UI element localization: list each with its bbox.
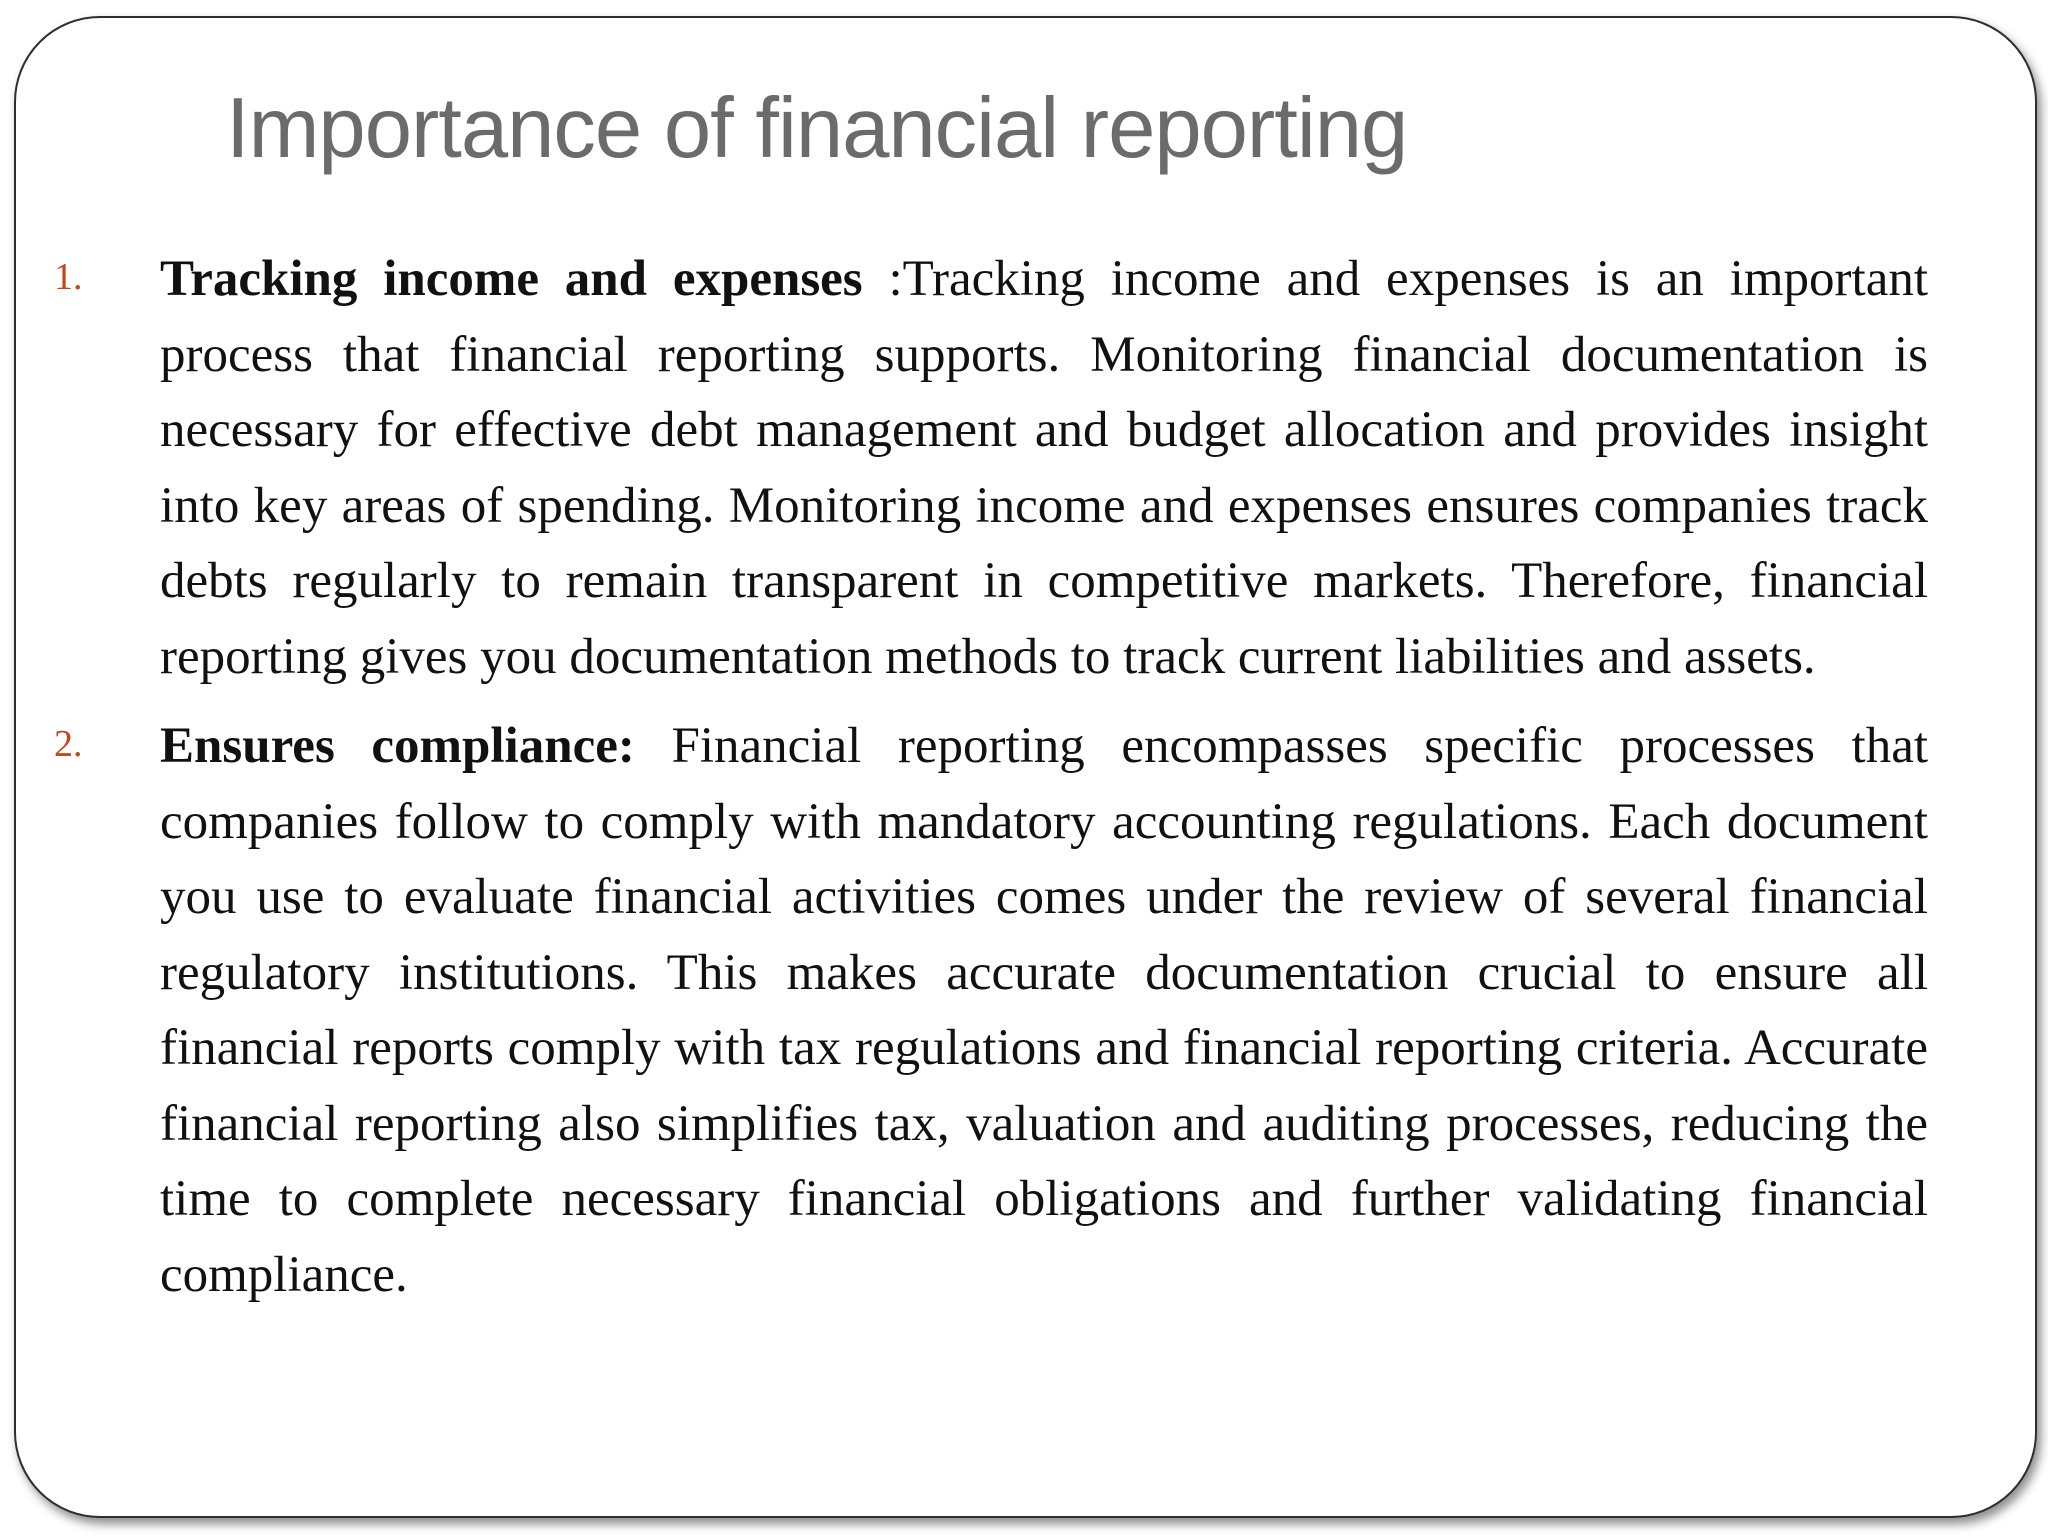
list-item-term: Tracking income and expenses [160, 251, 863, 307]
list-item-number: 2. [54, 723, 83, 765]
list-item-number: 1. [54, 256, 83, 298]
slide-title: Importance of financial reporting [226, 81, 1408, 176]
list-item-description: :Tracking income and expenses is an important process that financial reporting supports. Monitoring financial documentation is necessary for effective debt management and budget allocation and provides insight into key areas of spending. Monitoring income and expenses ensures companies track debts regularly to remain transparent in competitive markets. Therefore, financial reporting gives you documentation methods to track current liabilities and assets. [160, 251, 1929, 685]
list-item-ensures-compliance [0, 709, 2048, 1313]
content-list [0, 242, 2048, 1327]
list-item-description: Financial reporting encompasses specific processes that companies follow to comply with mandatory accounting regulations. Each document you use to evaluate financial activities comes under the review of several financial regulatory institutions. This makes accurate documentation crucial to ensure all financial reports comply with tax regulations and financial reporting criteria. Accurate financial reporting also simplifies tax, valuation and auditing processes, reducing the time to complete necessary financial obligations and further validating financial compliance. [160, 718, 1929, 1303]
list-item-body [160, 242, 1928, 695]
list-item-term: Ensures compliance: [160, 718, 635, 774]
list-item-body [160, 709, 1928, 1313]
list-item-tracking-income [0, 242, 2048, 695]
